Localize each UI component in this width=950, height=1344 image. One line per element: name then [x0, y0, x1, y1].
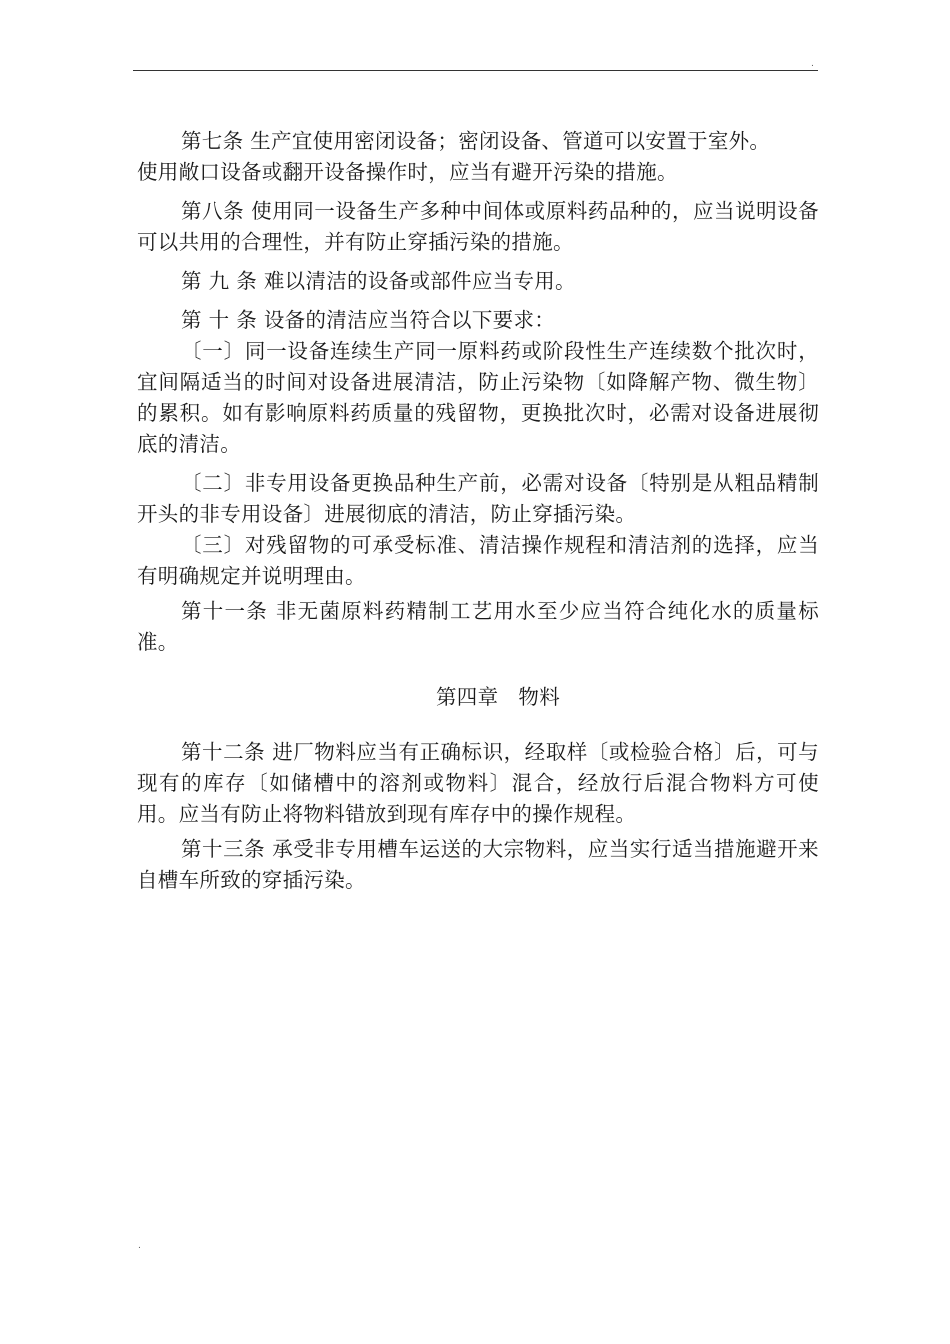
article-10-item-1: 〔一〕同一设备连续生产同一原料药或阶段性生产连续数个批次时，宜间隔适当的时间对设备进展清洁，防止污染物〔如降解产物、微生物〕的累积。如有影响原料药质量的残留物，更换批次时，必需对设备进展彻底的清洁。	[137, 339, 819, 456]
article-10: 第 十 条 设备的清洁应当符合以下要求：	[181, 308, 556, 332]
document-body	[137, 126, 819, 896]
chapter-title: 物料	[518, 685, 560, 709]
page-dot-top: .	[811, 59, 814, 69]
article-7	[137, 126, 819, 188]
article-7-line-2: 使用敞口设备或翻开设备操作时，应当有避开污染的措施。	[137, 160, 678, 184]
article-10-item-2: 〔二〕非专用设备更换品种生产前，必需对设备〔特别是从粗品精制开头的非专用设备〕进展彻底的清洁，防止穿插污染。	[137, 471, 819, 526]
chapter-number: 第四章	[435, 685, 499, 709]
article-7-line-1: 第七条 生产宜使用密闭设备；密闭设备、管道可以安置于室外。	[181, 129, 771, 153]
article-8: 第八条 使用同一设备生产多种中间体或原料药品种的，应当说明设备可以共用的合理性，并有防止穿插污染的措施。	[137, 199, 819, 254]
article-9: 第 九 条 难以清洁的设备或部件应当专用。	[181, 269, 576, 293]
article-13: 第十三条 承受非专用槽车运送的大宗物料，应当实行适当措施避开来自槽车所致的穿插污染。	[137, 837, 819, 892]
article-10-item-3: 〔三〕对残留物的可承受标准、清洁操作规程和清洁剂的选择，应当有明确规定并说明理由。	[137, 533, 819, 588]
page-dot-bottom: .	[138, 1241, 141, 1251]
article-11: 第十一条 非无菌原料药精制工艺用水至少应当符合纯化水的质量标准。	[137, 599, 819, 654]
chapter-heading	[137, 682, 819, 713]
header-rule	[133, 70, 818, 71]
article-12: 第十二条 进厂物料应当有正确标识，经取样〔或检验合格〕后，可与现有的库存〔如储槽中的溶剂或物料〕混合，经放行后混合物料方可使用。应当有防止将物料错放到现有库存中的操作规程。	[137, 740, 819, 826]
